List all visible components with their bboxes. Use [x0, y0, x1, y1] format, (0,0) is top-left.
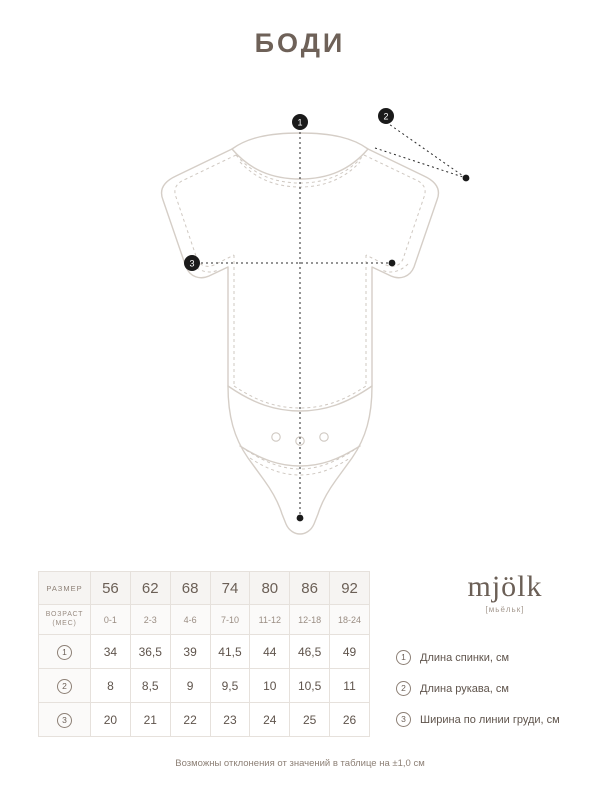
age-cell: 4-6 — [170, 605, 210, 635]
brand-transliteration: [мьёльк] — [485, 605, 525, 614]
size-table — [38, 571, 370, 737]
bodysuit-illustration — [0, 86, 600, 536]
measurement-marker-cell — [39, 703, 91, 737]
age-cell: 12-18 — [290, 605, 330, 635]
page-title: БОДИ — [254, 28, 346, 58]
legend-label-1: Длина спинки, см — [420, 651, 510, 664]
size-cell: 92 — [330, 572, 370, 605]
svg-text:3: 3 — [189, 258, 195, 269]
age-cell: 18-24 — [330, 605, 370, 635]
svg-text:2: 2 — [383, 111, 389, 122]
measurement-cell: 24 — [250, 703, 290, 737]
table-row-measurement-2 — [39, 669, 370, 703]
table-row-measurement-1 — [39, 635, 370, 669]
size-table-wrap — [38, 571, 370, 737]
svg-text:1: 1 — [297, 117, 303, 128]
illustration-marker-2 — [378, 108, 394, 124]
marker-badge-3: 3 — [57, 713, 72, 728]
legend-label-2: Длина рукава, см — [420, 682, 509, 695]
size-cell: 86 — [290, 572, 330, 605]
age-cell: 11-12 — [250, 605, 290, 635]
legend — [396, 642, 596, 735]
measurement-cell: 39 — [170, 635, 210, 669]
measurement-cell: 10,5 — [290, 669, 330, 703]
table-row-measurement-3 — [39, 703, 370, 737]
legend-item-2 — [396, 673, 596, 704]
table-row-ages — [39, 605, 370, 635]
size-row-label: РАЗМЕР — [39, 572, 91, 605]
measurement-cell: 46,5 — [290, 635, 330, 669]
illustration-marker-1 — [292, 114, 308, 130]
size-cell: 68 — [170, 572, 210, 605]
measurement-cell: 49 — [330, 635, 370, 669]
measurement-cell: 8 — [91, 669, 131, 703]
measurement-cell: 21 — [130, 703, 170, 737]
marker-badge-2: 2 — [57, 679, 72, 694]
legend-item-1 — [396, 642, 596, 673]
measurement-cell: 11 — [330, 669, 370, 703]
illustration-marker-3 — [184, 255, 200, 271]
age-cell: 2-3 — [130, 605, 170, 635]
size-cell: 56 — [91, 572, 131, 605]
legend-marker-3: 3 — [396, 712, 411, 727]
measurement-cell: 26 — [330, 703, 370, 737]
size-cell: 74 — [210, 572, 250, 605]
legend-item-3 — [396, 704, 596, 735]
age-row-label-line2: (МЕС) — [52, 619, 77, 627]
tolerance-note: Возможны отклонения от значений в таблице на ±1,0 см — [175, 758, 425, 769]
measurement-cell: 44 — [250, 635, 290, 669]
measurement-marker-cell — [39, 669, 91, 703]
measurement-cell: 36,5 — [130, 635, 170, 669]
marker-badge-1: 1 — [57, 645, 72, 660]
age-cell: 0-1 — [91, 605, 131, 635]
size-cell: 80 — [250, 572, 290, 605]
legend-marker-2: 2 — [396, 681, 411, 696]
measurement-marker-cell — [39, 635, 91, 669]
measurement-cell: 8,5 — [130, 669, 170, 703]
measurement-cell: 41,5 — [210, 635, 250, 669]
size-cell: 62 — [130, 572, 170, 605]
measurement-cell: 22 — [170, 703, 210, 737]
table-row-sizes — [39, 572, 370, 605]
legend-label-3: Ширина по линии груди, см — [420, 713, 560, 726]
measurement-cell: 25 — [290, 703, 330, 737]
age-cell: 7-10 — [210, 605, 250, 635]
legend-marker-1: 1 — [396, 650, 411, 665]
age-row-label — [39, 605, 91, 635]
measurement-cell: 10 — [250, 669, 290, 703]
measurement-cell: 34 — [91, 635, 131, 669]
age-row-label-line1: ВОЗРАСТ — [45, 610, 84, 618]
brand-name: mjölk — [467, 570, 543, 603]
measurement-cell: 20 — [91, 703, 131, 737]
brand-logo — [425, 570, 585, 614]
measurement-cell: 9 — [170, 669, 210, 703]
measurement-cell: 23 — [210, 703, 250, 737]
measurement-cell: 9,5 — [210, 669, 250, 703]
